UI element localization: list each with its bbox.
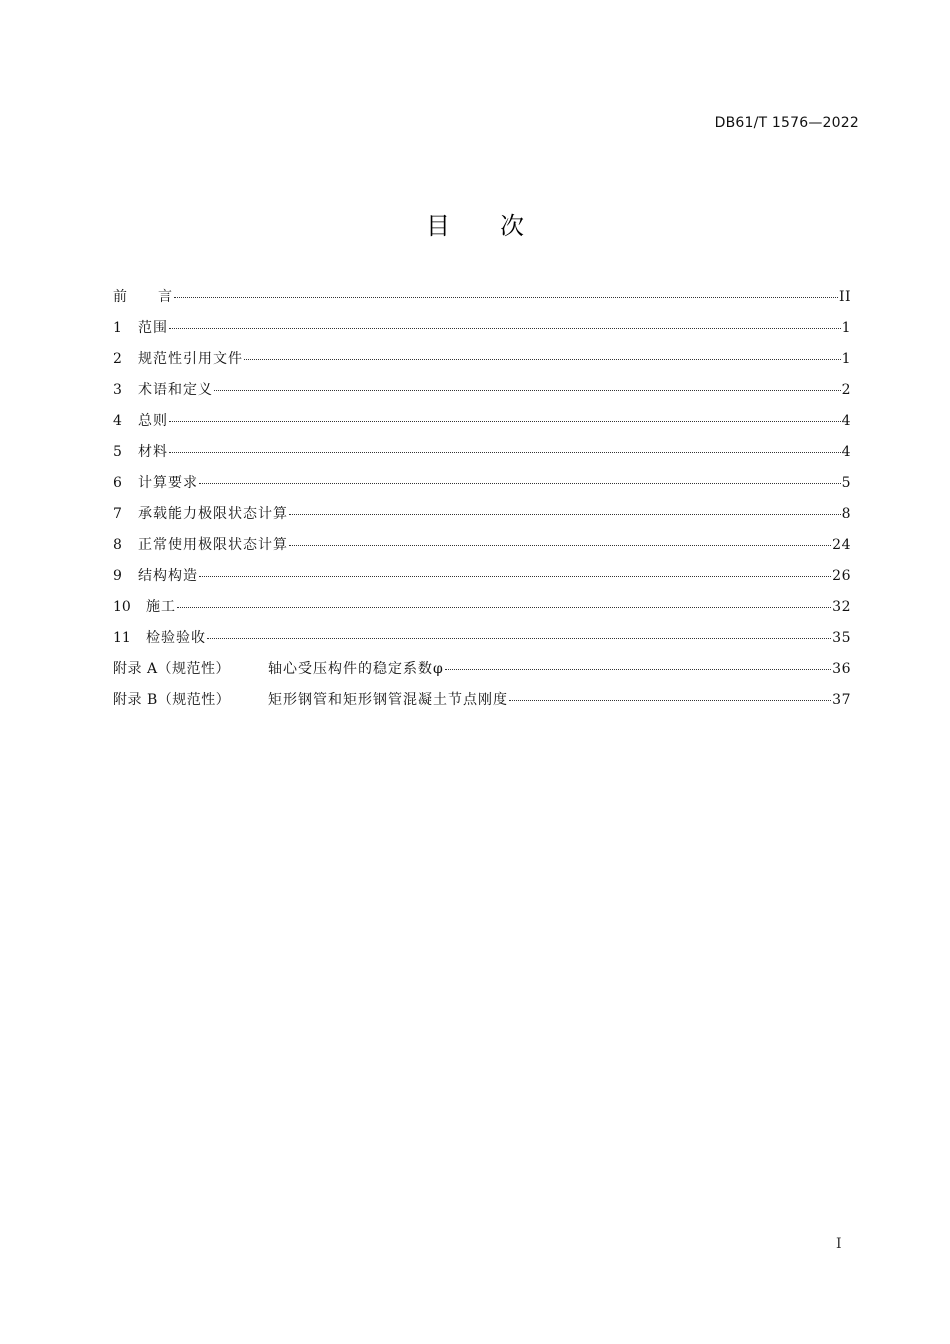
toc-entry-label: 计算要求	[138, 475, 198, 491]
toc-entry-10[interactable]	[113, 596, 851, 627]
dot-leader	[169, 327, 841, 329]
dot-leader	[214, 389, 841, 391]
dot-leader	[289, 513, 841, 515]
dot-leader	[244, 358, 841, 360]
toc-entry-number: 1	[113, 320, 122, 336]
toc-entry-label: 矩形钢管和矩形钢管混凝土节点刚度	[268, 692, 508, 708]
toc-entry-8[interactable]	[113, 534, 851, 565]
toc-appendix-tag: 附录 A（规范性）	[113, 661, 231, 677]
toc-entry-number: 10	[113, 599, 131, 615]
toc-entry-number: 8	[113, 537, 122, 553]
toc-entry-page: II	[838, 289, 851, 305]
toc-entry-appendix-b[interactable]	[113, 689, 851, 720]
dot-leader	[169, 451, 841, 453]
toc-entry-11[interactable]	[113, 627, 851, 658]
footer-page-number: I	[836, 1236, 842, 1252]
toc-entry-page: 2	[841, 382, 851, 398]
page-title	[0, 206, 950, 241]
toc-entry-3[interactable]	[113, 379, 851, 410]
toc-appendix-tag: 附录 B（规范性）	[113, 692, 231, 708]
toc-entry-page: 37	[832, 692, 851, 708]
toc-entry-appendix-a[interactable]	[113, 658, 851, 689]
dot-leader	[289, 544, 831, 546]
toc-entry-number: 11	[113, 630, 131, 646]
toc-entry-page: 1	[841, 351, 851, 367]
toc-entry-number: 9	[113, 568, 122, 584]
toc-entry-label: 前 言	[113, 289, 173, 305]
dot-leader	[177, 606, 831, 608]
toc-entry-number: 7	[113, 506, 122, 522]
toc-entry-page: 4	[841, 413, 851, 429]
toc-entry-4[interactable]	[113, 410, 851, 441]
toc-entry-1[interactable]	[113, 317, 851, 348]
dot-leader	[509, 699, 831, 701]
table-of-contents	[113, 286, 851, 720]
toc-entry-label: 范围	[138, 320, 168, 336]
toc-entry-page: 24	[832, 537, 851, 553]
toc-entry-page: 5	[841, 475, 851, 491]
toc-entry-6[interactable]	[113, 472, 851, 503]
dot-leader	[445, 668, 831, 670]
dot-leader	[199, 575, 831, 577]
toc-entry-number: 2	[113, 351, 122, 367]
toc-entry-foreword[interactable]	[113, 286, 851, 317]
dot-leader	[207, 637, 831, 639]
title-char-2: 次	[500, 212, 524, 240]
title-char-1: 目	[426, 212, 450, 240]
toc-entry-page: 32	[832, 599, 851, 615]
toc-entry-number: 4	[113, 413, 122, 429]
toc-entry-page: 8	[841, 506, 851, 522]
toc-entry-page: 36	[832, 661, 851, 677]
toc-entry-label: 检验验收	[146, 630, 206, 646]
dot-leader	[174, 296, 838, 298]
toc-entry-label: 术语和定义	[138, 382, 213, 398]
toc-entry-page: 1	[841, 320, 851, 336]
toc-entry-number: 5	[113, 444, 122, 460]
toc-entry-page: 4	[841, 444, 851, 460]
toc-entry-label: 承载能力极限状态计算	[138, 506, 288, 522]
toc-entry-page: 26	[832, 568, 851, 584]
toc-entry-7[interactable]	[113, 503, 851, 534]
toc-entry-9[interactable]	[113, 565, 851, 596]
dot-leader	[169, 420, 841, 422]
toc-entry-number: 3	[113, 382, 122, 398]
toc-entry-label: 结构构造	[138, 568, 198, 584]
toc-entry-label: 总则	[138, 413, 168, 429]
toc-entry-label: 轴心受压构件的稳定系数φ	[268, 661, 444, 677]
toc-entry-2[interactable]	[113, 348, 851, 379]
document-code: DB61/T 1576—2022	[714, 115, 859, 131]
toc-entry-label: 材料	[138, 444, 168, 460]
toc-entry-5[interactable]	[113, 441, 851, 472]
toc-entry-label: 施工	[146, 599, 176, 615]
dot-leader	[199, 482, 841, 484]
toc-entry-number: 6	[113, 475, 122, 491]
toc-entry-label: 正常使用极限状态计算	[138, 537, 288, 553]
toc-entry-page: 35	[832, 630, 851, 646]
toc-entry-label: 规范性引用文件	[138, 351, 243, 367]
